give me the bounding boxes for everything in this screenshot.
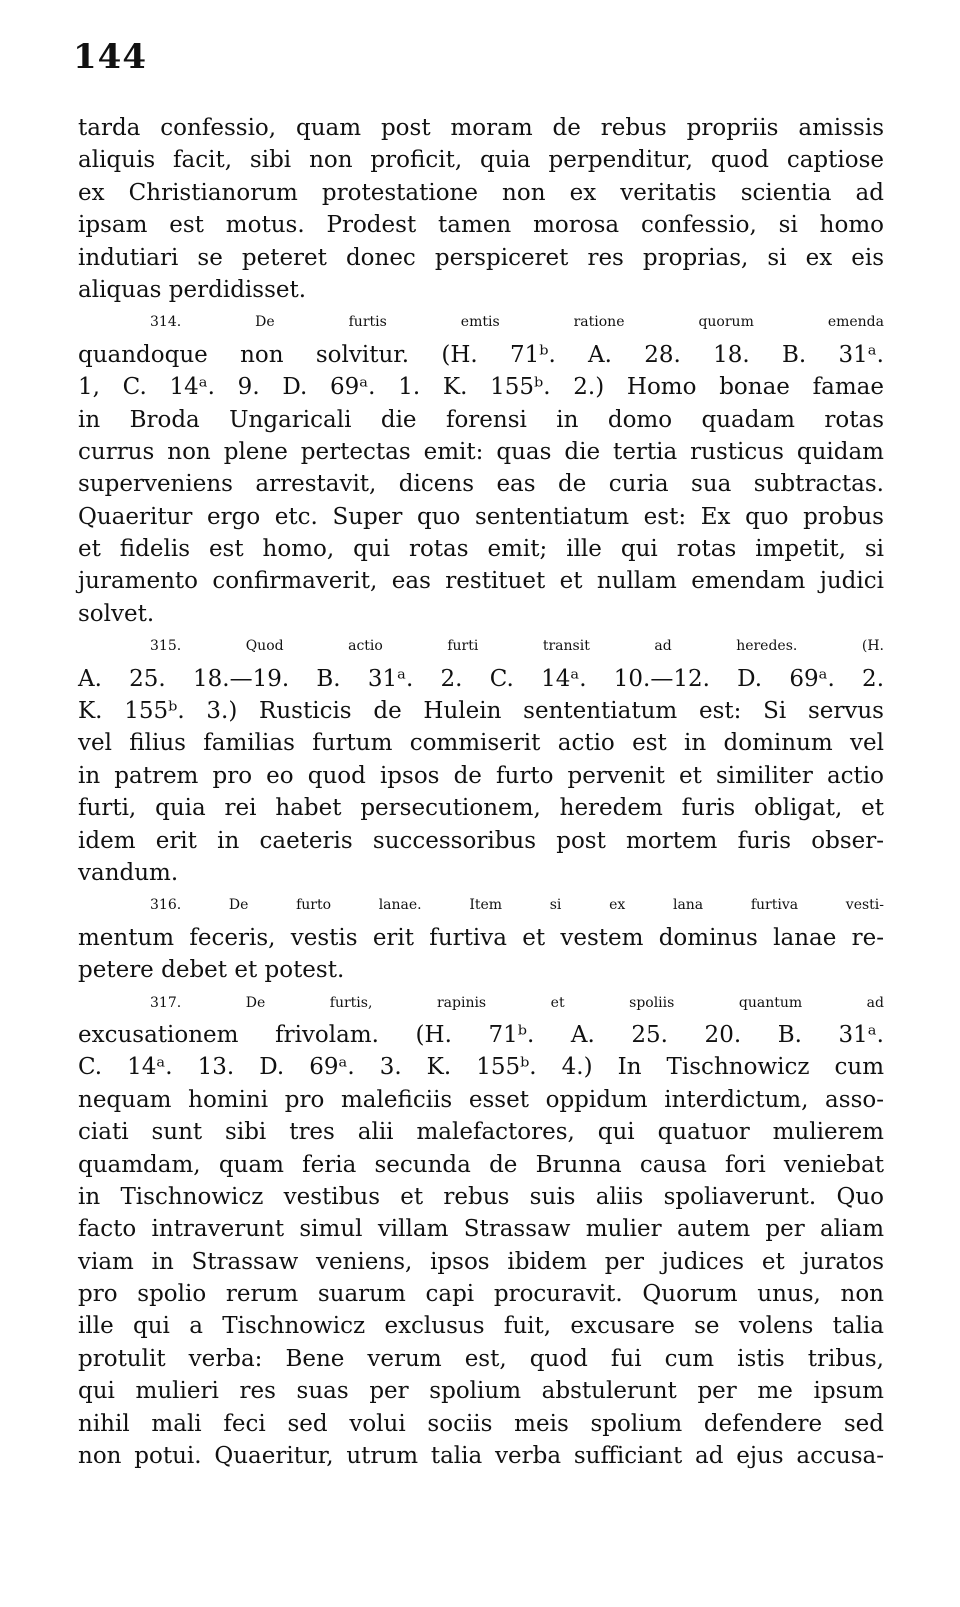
text-line: viam in Strassaw veniens, ipsos ibidem per judices et juratos <box>78 1248 884 1275</box>
text-line: pro spolio rerum suarum capi procuravit. Quorum unus, non <box>78 1281 884 1308</box>
text-line: aliquis facit, sibi non proficit, quia perpenditur, quod captiose <box>78 147 884 174</box>
text-line: A. 25. 18.—19. B. 31ᵃ. 2. C. 14ᵃ. 10.—12. D. 69ᵃ. 2. <box>78 665 884 692</box>
text-line: quandoque non solvitur. (H. 71ᵇ. A. 28. 18. B. 31ᵃ. <box>78 341 884 368</box>
text-line: mentum feceris, vestis erit furtiva et vestem dominus lanae re- <box>78 924 884 951</box>
text-line: currus non plene pertectas emit: quas die tertia rusticus quidam <box>78 438 884 465</box>
text-line: ipsam est motus. Prodest tamen morosa confessio, si homo <box>78 212 884 239</box>
text-line: ciati sunt sibi tres alii malefactores, qui quatuor mulierem <box>78 1119 884 1146</box>
text-line: in Tischnowicz vestibus et rebus suis aliis spoliaverunt. Quo <box>78 1183 884 1210</box>
text-line: in patrem pro eo quod ipsos de furto pervenit et similiter actio <box>78 762 884 789</box>
text-line: facto intraverunt simul villam Strassaw mulier autem per aliam <box>78 1216 884 1243</box>
text-line: Quaeritur ergo etc. Super quo sententiatum est: Ex quo probus <box>78 503 884 530</box>
text-line: nequam homini pro maleficiis esset oppidum interdictum, asso- <box>78 1086 884 1113</box>
text-line: aliquas perdidisset. <box>78 276 307 303</box>
text-line: ille qui a Tischnowicz exclusus fuit, excusare se volens talia <box>78 1313 884 1340</box>
text-line: solvet. <box>78 600 155 627</box>
text-line: vel filius familias furtum commiserit actio est in dominum vel <box>78 730 884 757</box>
text-line: qui mulieri res suas per spolium abstulerunt per me ipsum <box>78 1378 884 1405</box>
text-line: 314. De furtis emtis ratione quorum emenda <box>150 314 884 331</box>
page-number: 144 <box>73 37 147 77</box>
text-line: quamdam, quam feria secunda de Brunna causa fori veniebat <box>78 1151 884 1178</box>
text-line: indutiari se peteret donec perspiceret res proprias, si ex eis <box>78 244 884 271</box>
text-line: in Broda Ungaricali die forensi in domo quadam rotas <box>78 406 884 433</box>
text-line: protulit verba: Bene verum est, quod fui cum istis tribus, <box>78 1345 884 1372</box>
text-line: nihil mali feci sed volui sociis meis spolium defendere sed <box>78 1410 884 1437</box>
text-line: ex Christianorum protestatione non ex veritatis scientia ad <box>78 179 884 206</box>
text-line: non potui. Quaeritur, utrum talia verba sufficiant ad ejus accusa- <box>78 1443 884 1470</box>
text-line: juramento confirmaverit, eas restituet et nullam emendam judici <box>78 568 884 595</box>
text-line: C. 14ᵃ. 13. D. 69ᵃ. 3. K. 155ᵇ. 4.) In Tischnowicz cum <box>78 1054 884 1081</box>
text-line: vandum. <box>78 859 179 886</box>
text-line: K. 155ᵇ. 3.) Rusticis de Hulein sententiatum est: Si servus <box>78 698 884 725</box>
text-line: tarda confessio, quam post moram de rebus propriis amissis <box>78 115 884 141</box>
text-line: et fidelis est homo, qui rotas emit; ille qui rotas impetit, si <box>78 536 884 563</box>
text-line: 315. Quod actio furti transit ad heredes. (H. <box>150 638 884 655</box>
text-line: 1, C. 14ᵃ. 9. D. 69ᵃ. 1. K. 155ᵇ. 2.) Homo bonae famae <box>78 374 884 401</box>
text-line: idem erit in caeteris successoribus post mortem furis obser- <box>78 827 884 854</box>
text-line: 316. De furto lanae. Item si ex lana furtiva vesti- <box>150 897 884 914</box>
text-line: petere debet et potest. <box>78 957 345 984</box>
text-line: superveniens arrestavit, dicens eas de curia sua subtractas. <box>78 471 884 498</box>
text-line: furti, quia rei habet persecutionem, heredem furis obligat, et <box>78 795 884 822</box>
text-line: excusationem frivolam. (H. 71ᵇ. A. 25. 20. B. 31ᵃ. <box>78 1021 884 1048</box>
body-text <box>78 112 884 1472</box>
text-line: 317. De furtis, rapinis et spoliis quantum ad <box>150 994 884 1011</box>
